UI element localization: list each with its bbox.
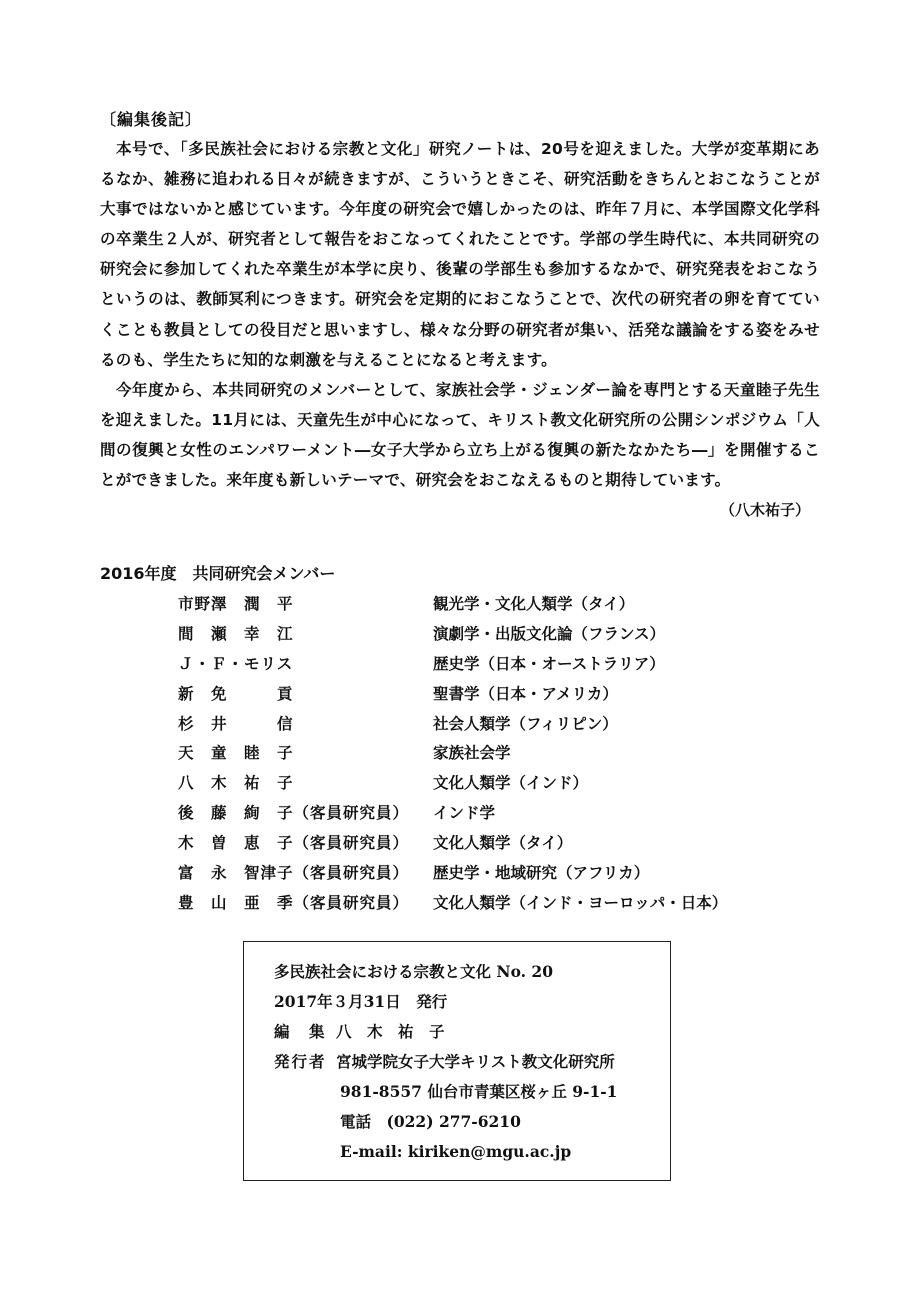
member-field: 文化人類学（インド・ヨーロッパ・日本） (433, 893, 728, 912)
colophon-phone-number: (022) 277-6210 (386, 1112, 521, 1131)
colophon-email[interactable]: E-mail: kiriken@mgu.ac.jp (340, 1142, 572, 1161)
colophon-editor (274, 1020, 445, 1044)
member-field: 文化人類学（タイ） (433, 834, 573, 853)
member-row (178, 739, 798, 769)
member-row (178, 710, 798, 740)
member-field: 歴史学・地域研究（アフリカ） (433, 864, 650, 883)
member-field: 文化人類学（インド） (433, 774, 589, 793)
member-row (178, 859, 798, 889)
colophon-date: 2017年３月31日 発行 (274, 992, 448, 1011)
member-name: 杉 井 信 (178, 714, 294, 733)
colophon-publisher-name: 宮城学院女子大学キリスト教文化研究所 (336, 1052, 615, 1071)
colophon-phone-label: 電話 (340, 1112, 372, 1131)
member-name: 八 木 祐 子 (178, 774, 294, 793)
colophon-address: 981-8557 仙台市青葉区桜ヶ丘 9-1-1 (340, 1082, 618, 1101)
member-row (178, 829, 798, 859)
editor-signature: （八木祐子） (719, 501, 810, 520)
members-title: 2016年度 共同研究会メンバー (100, 564, 336, 583)
member-field: 演劇学・出版文化論（フランス） (433, 624, 666, 643)
members-list (178, 590, 798, 919)
member-name: 豊 山 亜 季（客員研究員） (178, 893, 410, 912)
member-row (178, 590, 798, 620)
member-field: 家族社会学 (433, 744, 511, 763)
member-field: 歴史学（日本・オーストラリア） (433, 654, 665, 673)
member-field: 社会人類学（フィリピン） (433, 714, 618, 733)
member-row (178, 769, 798, 799)
colophon-editor-name: 八 木 祐 子 (336, 1022, 445, 1041)
editor-note-paragraph: 今年度から、本共同研究のメンバーとして、家族社会学・ジェンダー論を専門とする天童睦子先生を迎えました。11月には、天童先生が中心になって、キリスト教文化研究所の公開シンポジウム「人間の復興と女性のエンパワーメント―女子大学から立ち上がる復興の新たなかたち―」を開催することができました。来年度も新しいテーマで、研究会をおこなえるものと期待しています。 (100, 380, 820, 490)
member-name: 新 免 貢 (178, 684, 294, 703)
colophon-box (243, 941, 671, 1181)
editor-note-paragraph: 本号で、「多民族社会における宗教と文化」研究ノートは、20号を迎えました。大学が変革期にあるなか、雑務に追われる日々が続きますが、こういうときこそ、研究活動をきちんとおこなうことが大事ではないかと感じています。今年度の研究会で嬉しかったのは、昨年７月に、本学国際文化学科の卒業生２人が、研究者として報告をおこなってくれたことです。学部の学生時代に、本共同研究の研究会に参加してくれた卒業生が本学に戻り、後輩の学部生も参加するなかで、研究発表をおこなうというのは、教師冥利につきます。研究会を定期的におこなうことで、次代の研究者の卵を育てていくことも教員としての役目だと思いますし、様々な分野の研究者が集い、活発な議論をする姿をみせるのも、学生たちに知的な刺激を与えることになると考えます。 (100, 140, 820, 369)
colophon-phone (340, 1110, 521, 1134)
member-field: インド学 (433, 804, 496, 823)
colophon-publisher (274, 1050, 615, 1074)
member-field: 聖書学（日本・アメリカ） (433, 684, 618, 703)
editor-note-title: 〔編集後記〕 (100, 110, 203, 129)
member-name: 天 童 睦 子 (178, 744, 294, 763)
member-name: Ｊ・Ｆ・モリス (178, 654, 294, 673)
member-name: 木 曽 恵 子（客員研究員） (178, 834, 410, 853)
member-row (178, 650, 798, 680)
member-name: 後 藤 絢 子（客員研究員） (178, 804, 410, 823)
member-row (178, 680, 798, 710)
member-name: 市野澤 潤 平 (178, 595, 294, 613)
member-row (178, 889, 798, 919)
member-field: 観光学・文化人類学（タイ） (433, 595, 635, 613)
member-name: 富 永 智津子（客員研究員） (178, 864, 410, 883)
colophon-publisher-label: 発行者 (274, 1052, 327, 1071)
colophon-editor-label: 編 集 (274, 1022, 327, 1041)
member-name: 間 瀬 幸 江 (178, 624, 294, 643)
colophon-publication: 多民族社会における宗教と文化 No. 20 (274, 962, 553, 981)
member-row (178, 799, 798, 829)
member-row (178, 620, 798, 650)
editor-note (100, 106, 820, 525)
